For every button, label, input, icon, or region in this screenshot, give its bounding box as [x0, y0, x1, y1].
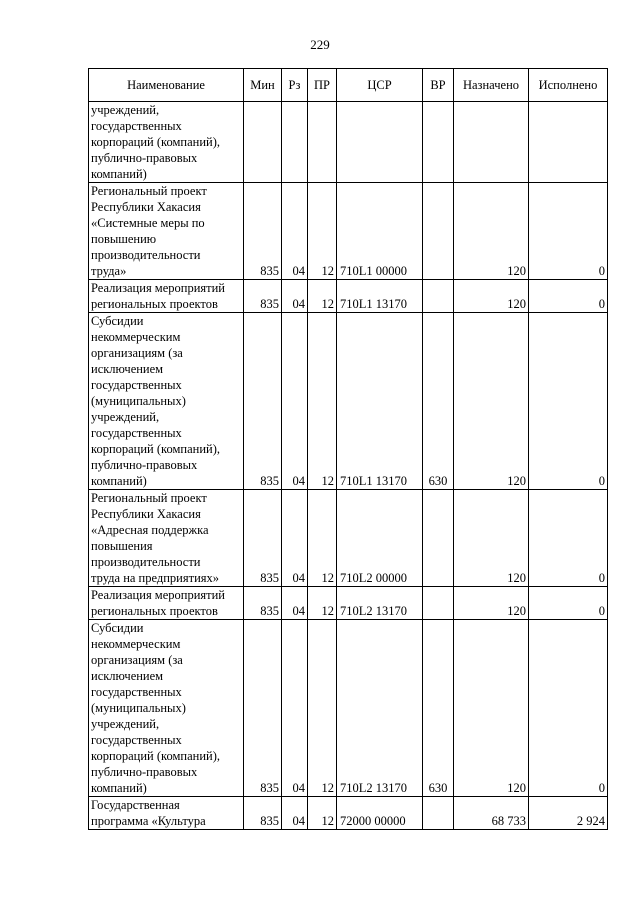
row-rz	[282, 102, 308, 183]
table-row	[89, 587, 608, 620]
row-rz: 04	[282, 797, 308, 830]
row-name: Субсидии некоммерческим организациям (за исключением государственных (муниципальных) учреждений, государственных корпораций (компаний), публично-правовых компаний)	[89, 313, 244, 490]
row-name: учреждений, государственных корпораций (компаний), публично-правовых компаний)	[89, 102, 244, 183]
header-vr: ВР	[423, 69, 454, 102]
row-pr: 12	[308, 183, 337, 280]
table-row	[89, 280, 608, 313]
row-executed: 0	[529, 280, 608, 313]
header-pr: ПР	[308, 69, 337, 102]
row-planned: 120	[454, 183, 529, 280]
row-planned: 120	[454, 490, 529, 587]
page-number: 229	[310, 37, 330, 52]
row-min: 835	[244, 183, 282, 280]
row-csr: 72000 00000	[337, 797, 423, 830]
row-pr: 12	[308, 620, 337, 797]
row-name: Региональный проект Республики Хакасия «Адресная поддержка повышения производительности труда на предприятиях»	[89, 490, 244, 587]
row-executed: 2 924	[529, 797, 608, 830]
header-planned: Назначено	[454, 69, 529, 102]
budget-table	[88, 68, 608, 830]
row-planned: 120	[454, 313, 529, 490]
row-csr: 710L2 13170	[337, 587, 423, 620]
row-executed: 0	[529, 587, 608, 620]
row-executed: 0	[529, 620, 608, 797]
row-pr: 12	[308, 587, 337, 620]
row-name: Государственная программа «Культура	[89, 797, 244, 830]
row-executed: 0	[529, 183, 608, 280]
row-vr: 630	[423, 620, 454, 797]
row-vr	[423, 490, 454, 587]
header-min: Мин	[244, 69, 282, 102]
row-vr	[423, 102, 454, 183]
row-min: 835	[244, 313, 282, 490]
row-pr: 12	[308, 797, 337, 830]
row-pr: 12	[308, 313, 337, 490]
row-csr: 710L1 13170	[337, 313, 423, 490]
row-planned: 68 733	[454, 797, 529, 830]
header-csr: ЦСР	[337, 69, 423, 102]
row-min: 835	[244, 797, 282, 830]
row-rz: 04	[282, 490, 308, 587]
row-rz: 04	[282, 183, 308, 280]
row-rz: 04	[282, 587, 308, 620]
row-min: 835	[244, 620, 282, 797]
row-min: 835	[244, 490, 282, 587]
row-name: Региональный проект Республики Хакасия «Системные меры по повышению производительности труда»	[89, 183, 244, 280]
table-row	[89, 183, 608, 280]
row-executed	[529, 102, 608, 183]
row-name: Реализация мероприятий региональных проектов	[89, 587, 244, 620]
row-planned: 120	[454, 280, 529, 313]
header-name: Наименование	[89, 69, 244, 102]
row-pr: 12	[308, 280, 337, 313]
row-name: Реализация мероприятий региональных проектов	[89, 280, 244, 313]
row-csr: 710L1 13170	[337, 280, 423, 313]
row-vr	[423, 587, 454, 620]
row-planned	[454, 102, 529, 183]
table-row	[89, 102, 608, 183]
row-csr	[337, 102, 423, 183]
row-rz: 04	[282, 280, 308, 313]
table-row	[89, 313, 608, 490]
table-row	[89, 797, 608, 830]
row-vr	[423, 797, 454, 830]
header-rz: Рз	[282, 69, 308, 102]
row-planned: 120	[454, 587, 529, 620]
row-rz: 04	[282, 313, 308, 490]
table-body	[89, 102, 608, 830]
table-header	[89, 69, 608, 102]
row-pr	[308, 102, 337, 183]
row-min: 835	[244, 280, 282, 313]
header-executed: Исполнено	[529, 69, 608, 102]
row-rz: 04	[282, 620, 308, 797]
row-vr	[423, 280, 454, 313]
header-row	[89, 69, 608, 102]
row-csr: 710L1 00000	[337, 183, 423, 280]
row-vr	[423, 183, 454, 280]
row-csr: 710L2 00000	[337, 490, 423, 587]
row-min: 835	[244, 587, 282, 620]
table-row	[89, 620, 608, 797]
row-name: Субсидии некоммерческим организациям (за исключением государственных (муниципальных) учреждений, государственных корпораций (компаний), публично-правовых компаний)	[89, 620, 244, 797]
row-min	[244, 102, 282, 183]
row-csr: 710L2 13170	[337, 620, 423, 797]
row-planned: 120	[454, 620, 529, 797]
row-pr: 12	[308, 490, 337, 587]
row-executed: 0	[529, 313, 608, 490]
table-row	[89, 490, 608, 587]
row-executed: 0	[529, 490, 608, 587]
row-vr: 630	[423, 313, 454, 490]
